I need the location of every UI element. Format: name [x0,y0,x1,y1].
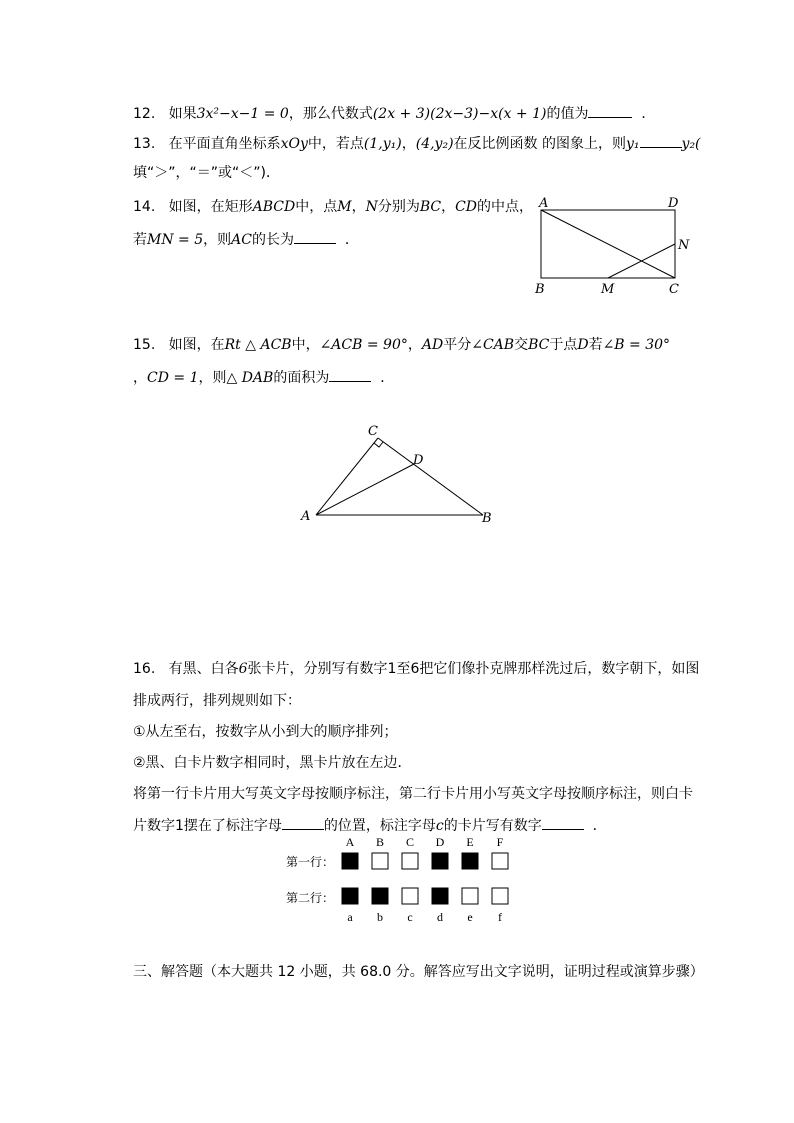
question-16-rule-2 [133,753,412,773]
question-16-rule-1 [133,722,398,742]
question-number: 13. [133,136,156,152]
q14-text-4: 分别为 [377,199,420,215]
q15-segment-bc: BC [528,337,550,353]
card-label-B: B [375,835,385,849]
diagonal-ac [541,210,675,278]
q15-cd-value: CD = 1 [147,370,199,386]
q12-text-2: ，那么代数式 [288,106,373,122]
q14-text-6: 的中点， [477,199,534,215]
q14-rectangle-name: ABCD [252,199,296,215]
section-3-text: 三、解答题（本大题共 12 小题，共 68.0 分。解答应写出文字说明，证明过程或演算步骤） [133,964,704,980]
q14-segment-bc: BC [419,199,442,215]
q16-line6-b: 摆在了标注字母 [183,818,282,834]
white-card-B [372,853,388,869]
q15-text-6: 于点 [549,337,578,353]
q14-point-m: M [337,199,352,215]
rectangle-figure [530,193,700,298]
answer-blank[interactable] [542,815,584,830]
q16-line6-a: 片数字 [133,818,175,834]
black-card-D [432,853,448,869]
label-a: A [539,196,549,211]
q13-line-2: 填“＞”，“＝”或“＜”)． [133,165,280,181]
white-card-f [492,888,508,904]
black-card-d [432,888,448,904]
question-14 [133,197,533,217]
question-15-line-2 [133,367,394,388]
q16-end: ． [592,818,607,834]
label-d: D [668,196,679,211]
label-d: D [413,453,424,468]
q15-angle-acb: ∠ACB = 90° [319,337,408,353]
question-13-line-2 [133,163,280,183]
q14-text-3: ， [351,199,366,215]
label-m: M [601,282,615,297]
q15-text-4: 平分 [443,337,472,353]
q13-coordinate-system: xOy [280,136,308,152]
q16-line-2: 排成两行，排列规则如下： [133,693,301,709]
q16-text-2: 张卡片，分别写有数字 [247,661,388,677]
side-ac [316,438,378,515]
question-16 [133,659,699,679]
white-card-e [462,888,478,904]
q15-text-2: 中， [291,337,320,353]
q12-end: ． [641,106,656,122]
black-card-A [342,853,358,869]
q14-line2-b: ，则 [203,232,232,248]
question-number: 15. [133,337,156,353]
q14-line2-a: 若 [133,232,147,248]
card-label-A: A [345,835,355,849]
q16-number-6: 6 [238,661,248,677]
q14-point-n: N [365,199,378,215]
card-label-F: F [496,835,504,849]
question-number: 12. [133,106,156,122]
section-3-heading [133,962,704,982]
question-16-line-2 [133,691,301,711]
card-label-d: d [437,910,443,924]
answer-blank[interactable] [282,815,324,830]
label-b: B [535,282,545,297]
q12-expression: (2x + 3)(2x−3)−x(x + 1) [372,106,547,122]
question-15 [133,335,670,355]
q13-text-2: 中，若点 [307,136,364,152]
q16-letter-c: c [435,818,444,834]
q14-line2-c: 的长为 [251,232,294,248]
q15-triangle-dab: △ DAB [226,370,274,386]
q12-text-1: 如果 [168,106,197,122]
answer-blank[interactable] [640,133,682,148]
q14-segment-ac: AC [231,232,252,248]
black-card-E [462,853,478,869]
card-label-D: D [435,835,445,849]
q16-line6-c: 的位置，标注字母 [323,818,436,834]
card-label-c: c [407,910,413,924]
q13-text-4: 在反比例函数 [453,136,538,152]
card-label-f: f [498,910,502,924]
question-12 [133,103,655,124]
label-n: N [678,238,690,253]
q13-y2: y₂( [681,136,701,152]
black-card-b [372,888,388,904]
card-label-b: b [377,910,383,924]
q15-line2-b: ，则 [198,370,227,386]
q16-line-5: 将第一行卡片用大写英文字母按顺序标注，第二行卡片用小写英文字母按顺序标注，则白卡 [133,786,693,802]
q16-number-1: 1 [387,661,397,677]
white-card-c [402,888,418,904]
answer-blank[interactable] [294,229,336,244]
answer-blank[interactable] [329,367,371,382]
q15-point-d: D [577,337,589,353]
triangle-figure [295,418,505,528]
q15-end: ． [380,370,395,386]
segment-ad [316,464,414,515]
q15-text-7: 若 [588,337,603,353]
q16-line6-d: 的卡片写有数字 [443,818,542,834]
q16-text-3: 至 [396,661,411,677]
side-cb [378,438,483,515]
q15-line2-a: ， [133,370,147,386]
question-14-line-2 [133,229,359,250]
row-1-label: 第一行： [286,855,335,869]
row-2-label: 第二行： [286,891,335,905]
q16-text-1: 有黑、白各 [168,661,239,677]
q13-y1: y₁ [626,136,640,152]
white-card-F [492,853,508,869]
card-label-a: a [347,910,353,924]
right-angle-mark [374,442,383,447]
question-13 [133,133,701,154]
card-label-C: C [405,835,415,849]
q14-text-2: 中，点 [295,199,338,215]
q13-text-3: ， [401,136,416,152]
q12-equation: 3x²−x−1 = 0 [196,106,289,122]
q12-text-3: 的值为 [546,106,589,122]
question-number: 16. [133,661,156,677]
card-label-E: E [466,835,474,849]
q15-segment-ad: AD [421,337,444,353]
cards-figure [336,834,516,926]
q13-text-5: 的图象上，则 [542,136,626,152]
q15-triangle: Rt △ ACB [224,337,292,353]
q14-segment-cd: CD [455,199,478,215]
q14-text-5: ， [441,199,456,215]
q15-text-1: 如图，在 [168,337,225,353]
q13-text-1: 在平面直角坐标系 [168,136,281,152]
q16-text-4: 把它们像扑克牌那样洗过后，数字朝下，如图 [419,661,700,677]
q15-text-3: ， [407,337,422,353]
label-c: C [669,282,679,297]
label-c: C [368,424,378,439]
answer-blank[interactable] [588,103,632,118]
q16-number-6b: 6 [410,661,420,677]
q13-point-2: (4,y₂) [415,136,454,152]
question-16-line-6 [133,815,607,836]
label-a: A [301,509,311,524]
white-card-C [402,853,418,869]
q16-rule-2: ②黑、白卡片数字相同时，黑卡片放在左边． [133,755,412,771]
question-16-line-5 [133,784,693,804]
question-number: 14. [133,199,156,215]
q13-point-1: (1,y₁) [363,136,402,152]
q15-angle-cab: ∠CAB [471,337,515,353]
q16-line6-number-1: 1 [175,818,184,834]
q16-rule-1: ①从左至右，按数字从小到大的顺序排列； [133,724,398,740]
q15-line2-c: 的面积为 [273,370,330,386]
q15-angle-b: ∠B = 30° [602,337,671,353]
q14-mn-value: MN = 5 [147,232,204,248]
q15-text-5: 交 [514,337,529,353]
card-label-e: e [467,910,473,924]
label-b: B [482,511,492,526]
q14-end: ． [344,232,359,248]
q14-text-1: 如图，在矩形 [168,199,253,215]
black-card-a [342,888,358,904]
